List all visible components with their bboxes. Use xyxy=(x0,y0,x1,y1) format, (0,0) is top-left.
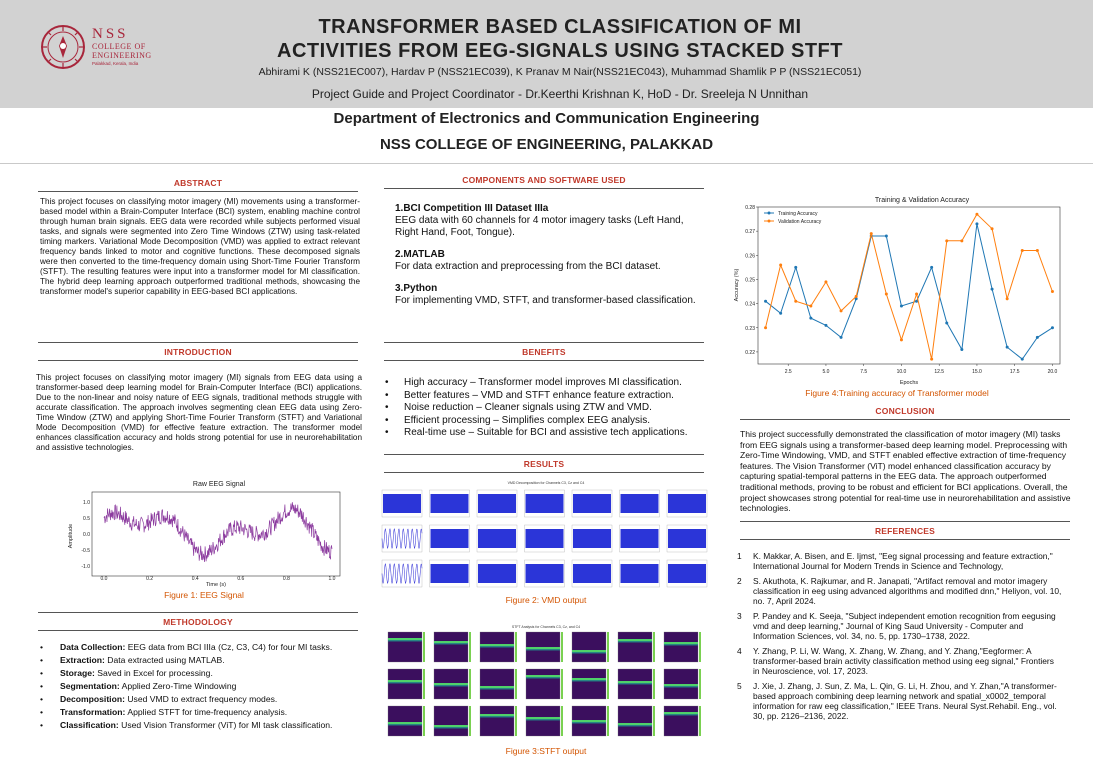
chart-point xyxy=(824,280,827,283)
vmd-subplot xyxy=(430,490,470,517)
raw-eeg-ylabel: Amplitude xyxy=(68,523,74,549)
methodology-item-label: Transformation: xyxy=(60,707,126,717)
methodology-item xyxy=(40,681,360,692)
methodology-heading xyxy=(38,617,358,627)
stft-subplot xyxy=(480,632,517,662)
reference-text: P. Pandey and K. Seeja, "Subject independent emotion recognition from eegusing vmd and deep learning," Journal of King Saud University - Computer and Information Sciences, vol. 34, no. 5, pp. 1730–1738, 2022. xyxy=(753,611,1056,641)
methodology-item-text: Applied Zero-Time Windowing xyxy=(119,681,237,691)
chart-point xyxy=(930,358,933,361)
raw-eeg-ytick: 1.0 xyxy=(83,500,90,506)
vmd-subplot xyxy=(667,560,707,587)
benefit-item: • Efficient processing – Simplifies complex EEG analysis. xyxy=(383,415,713,428)
chart-series-line xyxy=(766,214,1053,359)
vmd-subplot xyxy=(667,525,707,552)
chart-point xyxy=(1036,249,1039,252)
benefits-list xyxy=(383,377,713,440)
chart-xtick-label: 17.5 xyxy=(1009,369,1020,375)
abstract-heading-rule xyxy=(38,191,358,192)
references-heading-rule xyxy=(740,539,1070,540)
component-text: For data extraction and preprocessing from the BCI dataset. xyxy=(395,261,661,272)
methodology-item-text: Used VMD to extract frequency modes. xyxy=(124,694,278,704)
reference-text: J. Xie, J. Zhang, J. Sun, Z. Ma, L. Qin, G. Li, H. Zhou, and Y. Zhan,"A transformer-based approach combining deep learning network and spatial_x0002_temporal information for raw eeg classification," IEEE Trans. Neural Syst.Rehabil. Eng., vol. 30, pp. 2126–2136, 2022. xyxy=(753,681,1057,721)
raw-eeg-figure xyxy=(64,476,344,588)
raw-eeg-xtick: 0.2 xyxy=(146,576,154,582)
benefit-item: • High accuracy – Transformer model improves MI classification. xyxy=(383,377,713,390)
methodology-item-label: Data Collection: xyxy=(60,642,126,652)
vmd-subplot xyxy=(382,525,422,552)
stft-subplot xyxy=(434,632,471,662)
reference-item xyxy=(737,681,1062,721)
reference-number: 4 xyxy=(737,646,742,656)
chart-point xyxy=(945,321,948,324)
reference-number: 3 xyxy=(737,611,742,621)
raw-eeg-xlabel: Time (s) xyxy=(206,582,226,588)
references-heading-rule-top xyxy=(740,521,1070,522)
vmd-figure-title: VMD Decomposition for Channels C3, Cz and C4 xyxy=(507,481,585,485)
reference-item xyxy=(737,576,1062,606)
results-heading xyxy=(384,459,704,469)
vmd-subplot xyxy=(430,560,470,587)
results-heading-text: RESULTS xyxy=(523,459,565,469)
components-heading-text: COMPONENTS AND SOFTWARE USED xyxy=(462,175,626,185)
benefits-heading-rule-top xyxy=(384,342,704,343)
stft-subplot xyxy=(434,706,471,736)
conclusion-heading-text: CONCLUSION xyxy=(875,406,935,416)
stft-subplot xyxy=(618,632,655,662)
chart-point xyxy=(870,232,873,235)
chart-xtick-label: 5.0 xyxy=(822,369,830,375)
reference-text: S. Akuthota, K. Rajkumar, and R. Janapati, "Artifact removal and motor imagery classification in eeg using advanced algorithms and modified dnn," Heliyon, vol. 10, no. 7, April 2024. xyxy=(753,576,1062,606)
figure4-caption: Figure 4:Training accuracy of Transformer model xyxy=(805,388,989,398)
results-heading-rule xyxy=(384,472,704,473)
benefit-item: • Real-time use – Suitable for BCI and assistive tech applications. xyxy=(383,427,713,440)
chart-xtick-label: 12.5 xyxy=(934,369,945,375)
stft-subplot xyxy=(618,669,655,699)
figure1-caption: Figure 1: EEG Signal xyxy=(164,590,244,600)
stft-figure-title: STFT Analysis for Channels C3, Cz, and C4 xyxy=(511,625,581,629)
chart-point xyxy=(991,227,994,230)
stft-subplot xyxy=(388,632,425,662)
component-text: For implementing VMD, STFT, and transformer-based classification. xyxy=(395,295,696,306)
chart-legend-marker xyxy=(768,212,771,215)
vmd-subplot xyxy=(382,560,422,587)
methodology-item-text: EEG data from BCI IIIa (Cz, C3, C4) for four MI tasks. xyxy=(125,642,333,652)
guide-line: Project Guide and Project Coordinator - Dr.Keerthi Krishnan K, HoD - Dr. Sreeleja N Unnithan xyxy=(311,87,809,101)
stft-subplot xyxy=(526,632,563,662)
methodology-item-label: Classification: xyxy=(60,720,119,730)
stft-subplot xyxy=(526,706,563,736)
chart-point xyxy=(900,305,903,308)
methodology-item-text: Used Vision Transformer (ViT) for MI task classification. xyxy=(118,720,333,730)
chart-point xyxy=(779,312,782,315)
chart-plot-area xyxy=(758,207,1060,364)
vmd-subplot xyxy=(667,490,707,517)
chart-point xyxy=(930,266,933,269)
chart-ylabel: Accuracy (%) xyxy=(734,268,740,302)
figure2-caption: Figure 2: VMD output xyxy=(505,595,587,605)
raw-eeg-ytick: -0.5 xyxy=(81,548,90,554)
vmd-subplot xyxy=(430,525,470,552)
stft-subplot xyxy=(572,706,609,736)
stft-subplot xyxy=(388,669,425,699)
chart-point xyxy=(1021,249,1024,252)
vmd-subplot xyxy=(620,525,660,552)
reference-item xyxy=(737,611,1062,641)
poster-title-line-1: TRANSFORMER BASED CLASSIFICATION OF MI xyxy=(318,16,802,38)
chart-point xyxy=(809,317,812,320)
chart-point xyxy=(824,324,827,327)
reference-number: 1 xyxy=(737,551,742,561)
raw-eeg-xtick: 0.0 xyxy=(100,576,108,582)
college-title: NSS COLLEGE OF ENGINEERING, PALAKKAD xyxy=(379,136,714,153)
chart-xtick-label: 7.5 xyxy=(860,369,868,375)
vmd-subplot xyxy=(525,525,565,552)
component-title: 2.MATLAB xyxy=(395,249,445,260)
chart-ytick-label: 0.26 xyxy=(745,253,755,260)
chart-point xyxy=(1006,346,1009,349)
logo-location-text: Palakkad, Kerala, India xyxy=(92,61,139,66)
methodology-item xyxy=(40,668,360,679)
chart-point xyxy=(1051,290,1054,293)
methodology-item-label: Storage: xyxy=(60,668,95,678)
chart-title: Training & Validation Accuracy xyxy=(874,197,970,204)
chart-point xyxy=(885,234,888,237)
stft-subplot xyxy=(388,706,425,736)
logo-college-line: COLLEGE OF xyxy=(92,42,146,51)
components-heading-rule xyxy=(384,188,704,189)
stft-subplot xyxy=(618,706,655,736)
department-title: Department of Electronics and Communication Engineering xyxy=(333,110,760,127)
methodology-list xyxy=(40,642,360,733)
methodology-item-label: Decomposition: xyxy=(60,694,125,704)
methodology-item-text: Saved in Excel for processing. xyxy=(94,668,213,678)
chart-xtick-label: 20.0 xyxy=(1047,369,1058,375)
raw-eeg-title: Raw EEG Signal xyxy=(192,481,246,488)
chart-point xyxy=(975,222,978,225)
figure3-caption: Figure 3:STFT output xyxy=(505,746,587,756)
stft-subplot xyxy=(664,669,701,699)
abstract-heading-text: ABSTRACT xyxy=(173,178,223,188)
stft-subplot xyxy=(526,669,563,699)
stft-subplot xyxy=(480,706,517,736)
chart-legend-marker xyxy=(768,220,771,223)
methodology-heading-rule xyxy=(38,630,358,631)
stft-figure xyxy=(376,622,716,742)
seal-icon xyxy=(40,24,86,70)
raw-eeg-yticks xyxy=(81,500,90,570)
component-item xyxy=(395,283,705,307)
reference-number: 2 xyxy=(737,576,742,586)
methodology-item xyxy=(40,707,360,718)
chart-point xyxy=(975,213,978,216)
chart-ytick-label: 0.28 xyxy=(745,205,755,211)
methodology-heading-rule-top xyxy=(38,612,358,613)
raw-eeg-xtick: 1.0 xyxy=(328,576,336,582)
raw-eeg-ytick: -1.0 xyxy=(81,564,90,570)
conclusion-heading-rule xyxy=(740,419,1070,420)
stft-subplot xyxy=(572,632,609,662)
chart-point xyxy=(779,263,782,266)
chart-point xyxy=(764,300,767,303)
component-text: EEG data with 60 channels for 4 motor imagery tasks (Left Hand, Right Hand, Foot, Tongue). xyxy=(395,215,684,238)
component-item xyxy=(395,203,705,239)
vmd-subplot xyxy=(572,560,612,587)
vmd-subplot xyxy=(477,490,517,517)
component-title: 3.Python xyxy=(395,283,438,294)
chart-legend-label: Training Accuracy xyxy=(778,211,818,217)
component-title: 1.BCI Competition III Dataset IIIa xyxy=(395,203,549,214)
conclusion-text: This project successfully demonstrated the classification of motor imagery (MI) tasks from EEG signals using a transformer-based deep learning model. Preprocessing with Zero-Time Windowing, VMD, and STFT enabled effective extraction of time-frequency features. The Vision Transformer (ViT) model enhanced classification accuracy by capturing spatial-temporal patterns in the EEG data. The approach outperformed traditional methods, proving to be robust and efficient for BCI applications. Overall, the project showcases strong potential for real-time use in neurorehabilitation and assistive technologies. xyxy=(740,429,1071,514)
chart-point xyxy=(840,336,843,339)
vmd-subplot xyxy=(382,490,422,517)
vmd-subplot xyxy=(477,560,517,587)
chart-ytick-label: 0.23 xyxy=(745,325,755,332)
benefits-heading-rule xyxy=(384,360,704,361)
abstract-text: This project focuses on classifying motor imagery (MI) movements using a transformer-based model within a Brain-Computer Interface (BCI) system, enabling machine control through human brain signals. EEG data were recorded while subjects performed visual tasks, and signals were segmented into Zero Time Windows (ZTW) using task-related timing markers. Variational Mode Decomposition (VMD) was applied to extract relevant frequency bands linked to motor and cognitive functions. These decomposed signals were then converted to the time-frequency domain using Short-Time Fourier Transform (STFT). The resulting features were input into a transformer model for MI classification. The hybrid deep learning approach outperformed traditional methods, showcasing the transformer model's superior capability in EEG-based BCI applications. xyxy=(40,197,360,296)
reference-number: 5 xyxy=(737,681,742,691)
methodology-item xyxy=(40,720,360,731)
benefits-heading-text: BENEFITS xyxy=(522,347,566,357)
reference-text: Y. Zhang, P. Li, W. Wang, X. Zhang, W. Zhang, and Y. Zhang,"Eegformer: A transformer-based brain activity classification method using eeg signal," Frontiers in Neuroscience, vol. 17, 2023. xyxy=(753,646,1054,676)
chart-point xyxy=(855,295,858,298)
authors-line: Abhirami K (NSS21EC007), Hardav P (NSS21EC039), K Pranav M Nair(NSS21EC043), Muhammad Shamlik P P (NSS21EC051) xyxy=(258,66,862,78)
methodology-item xyxy=(40,655,360,666)
chart-point xyxy=(885,292,888,295)
chart-point xyxy=(794,266,797,269)
introduction-heading-text: INTRODUCTION xyxy=(164,347,232,357)
logo-nss-text: NSS xyxy=(92,26,129,42)
raw-eeg-ytick: 0.5 xyxy=(83,516,90,522)
chart-point xyxy=(960,239,963,242)
raw-eeg-ytick: 0.0 xyxy=(83,532,90,538)
methodology-item xyxy=(40,694,360,705)
raw-eeg-xtick: 0.4 xyxy=(191,576,199,582)
methodology-heading-text: METHODOLOGY xyxy=(163,617,233,627)
references-list xyxy=(737,551,1062,726)
chart-point xyxy=(945,239,948,242)
references-heading-text: REFERENCES xyxy=(874,526,936,536)
methodology-item-text: Applied STFT for time-frequency analysis. xyxy=(125,707,288,717)
logo-college-text xyxy=(92,42,152,60)
chart-point xyxy=(840,309,843,312)
conclusion-heading xyxy=(740,406,1070,416)
chart-ytick-label: 0.22 xyxy=(745,349,755,356)
chart-point xyxy=(1051,326,1054,329)
reference-item xyxy=(737,646,1062,676)
results-heading-rule-top xyxy=(384,454,704,455)
methodology-item xyxy=(40,642,360,653)
poster-title-line-2: ACTIVITIES FROM EEG-SIGNALS USING STACKED STFT xyxy=(277,40,843,62)
benefits-heading xyxy=(384,347,704,357)
chart-point xyxy=(1036,336,1039,339)
vmd-subplot xyxy=(525,490,565,517)
introduction-heading-rule-top xyxy=(38,342,358,343)
vmd-subplot xyxy=(477,525,517,552)
chart-point xyxy=(764,326,767,329)
components-list xyxy=(395,203,705,317)
stft-subplot xyxy=(480,669,517,699)
stft-subplot xyxy=(572,669,609,699)
vmd-figure xyxy=(376,478,716,594)
chart-xtick-label: 15.0 xyxy=(972,369,982,375)
chart-ytick-label: 0.25 xyxy=(745,277,755,284)
vmd-subplot xyxy=(620,490,660,517)
vmd-subplot xyxy=(572,490,612,517)
raw-eeg-xtick: 0.6 xyxy=(237,576,245,582)
introduction-text: This project focuses on classifying motor imagery (MI) signals from EEG data using a transformer-based deep learning model for Brain-Computer Interface (BCI) applications. Due to the non-linear and noisy nature of EEG signals, traditional methods struggle with accurate classification. The approach involves segmenting clean EEG data using Zero-Time Window (ZTW) and applying Short-Time Fourier Transform (STFT) and Variational Mode Decomposition (VMD) for effective feature extraction. The transformer model enhances classification accuracy and holds strong potential for use in neurorehabilitation and assistive technologies. xyxy=(36,373,362,452)
chart-xlabel: Epochs xyxy=(899,380,919,386)
references-heading xyxy=(740,526,1070,536)
chart-point xyxy=(960,348,963,351)
chart-legend-label: Validation Accuracy xyxy=(778,219,822,225)
stft-subplot xyxy=(664,706,701,736)
raw-eeg-signal xyxy=(104,502,332,562)
chart-xtick-label: 2.5 xyxy=(784,369,792,375)
chart-point xyxy=(1021,358,1024,361)
chart-point xyxy=(991,288,994,291)
reference-text: K. Makkar, A. Bisen, and E. Ijmst, "Eeg signal processing and feature extraction," International Journal for Modern Trends in Science and Technology, xyxy=(753,551,1053,571)
vmd-subplot xyxy=(572,525,612,552)
chart-point xyxy=(809,305,812,308)
introduction-heading-rule xyxy=(38,360,358,361)
chart-point xyxy=(1006,297,1009,300)
header-divider xyxy=(0,163,1093,164)
vmd-subplot xyxy=(620,560,660,587)
abstract-heading xyxy=(38,178,358,188)
introduction-heading xyxy=(38,347,358,357)
college-logo xyxy=(38,22,168,70)
chart-xtick-label: 10.0 xyxy=(896,369,907,375)
logo-engineering-line: ENGINEERING xyxy=(92,51,152,60)
raw-eeg-xtick: 0.8 xyxy=(282,576,290,582)
accuracy-chart xyxy=(732,190,1062,386)
raw-eeg-axes xyxy=(92,492,340,576)
methodology-item-label: Segmentation: xyxy=(60,681,120,691)
chart-point xyxy=(900,338,903,341)
chart-ytick-label: 0.24 xyxy=(745,301,755,308)
reference-item xyxy=(737,551,1062,571)
methodology-item-text: Data extracted using MATLAB. xyxy=(104,655,225,665)
component-item xyxy=(395,249,705,273)
chart-ytick-label: 0.27 xyxy=(745,229,755,236)
benefit-item: • Noise reduction – Cleaner signals using ZTW and VMD. xyxy=(383,402,713,415)
benefit-item: • Better features – VMD and STFT enhance feature extraction. xyxy=(383,390,713,403)
methodology-item-label: Extraction: xyxy=(60,655,105,665)
chart-point xyxy=(915,292,918,295)
components-heading xyxy=(384,175,704,185)
stft-subplot xyxy=(434,669,471,699)
vmd-subplot xyxy=(525,560,565,587)
stft-subplot xyxy=(664,632,701,662)
chart-point xyxy=(794,300,797,303)
